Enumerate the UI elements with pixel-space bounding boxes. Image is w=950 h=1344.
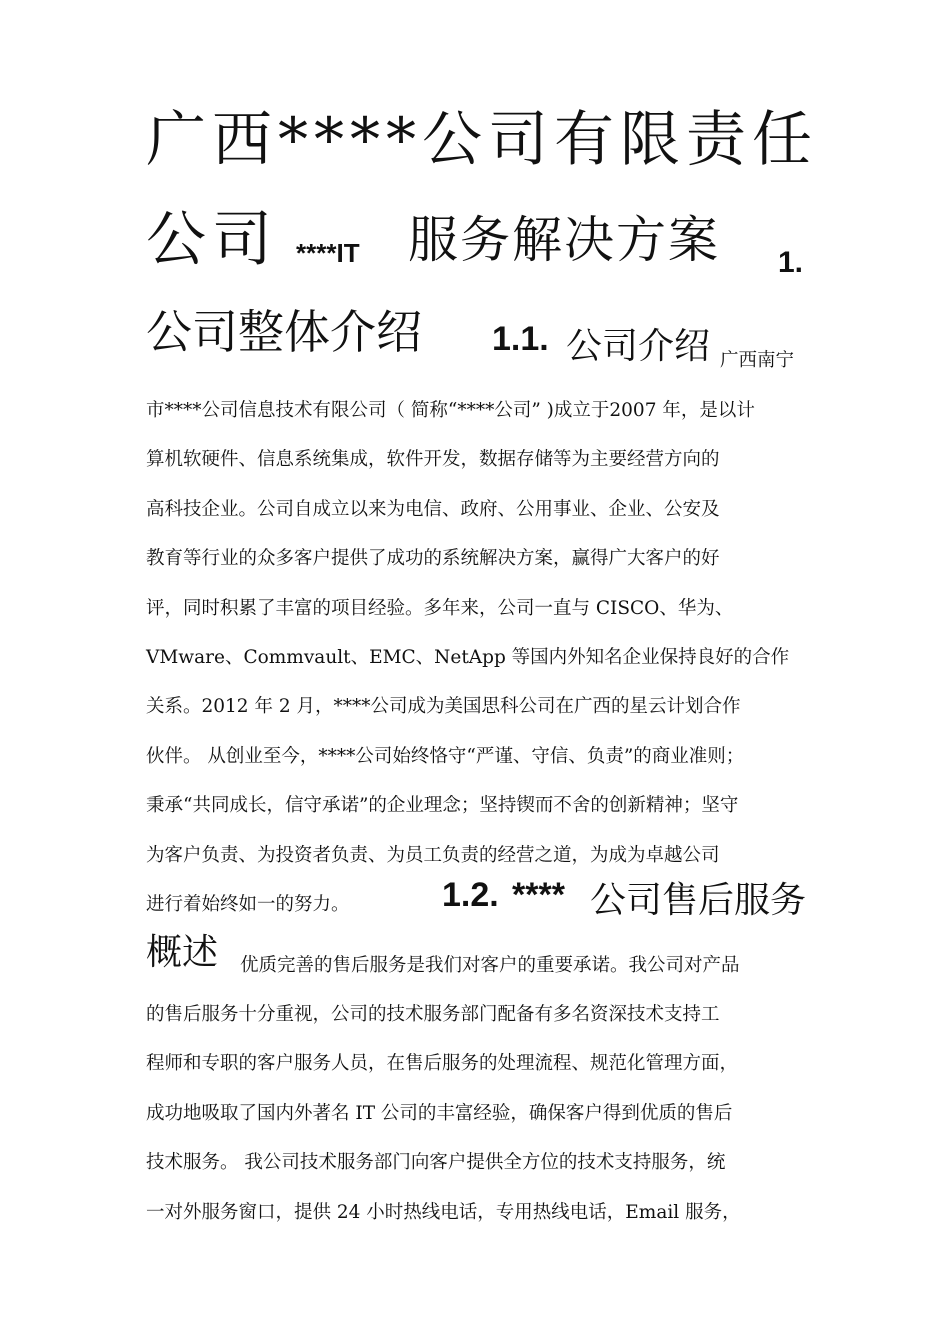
paragraph-2-line: 技术服务。 我公司技术服务部门向客户提供全方位的技术支持服务，统 <box>146 1152 726 1174</box>
doc-title-line2-cn: 公司 <box>146 205 278 275</box>
paragraph-1 <box>146 386 808 929</box>
paragraph-2-line: 一对外服务窗口，提供 24 小时热线电话，专用热线电话，Email 服务， <box>146 1201 741 1223</box>
section-1-number: 1. <box>778 246 804 279</box>
paragraph-1-line: VMware、Commvault、EMC、NetApp 等国内外知名企业保持良好的合作 <box>146 646 790 668</box>
paragraph-1-line: 进行着始终如一的努力。 <box>146 893 350 915</box>
paragraph-2-line: 成功地吸取了国内外著名 IT 公司的丰富经验，确保客户得到优质的售后 <box>146 1102 733 1124</box>
section-1-2-title-cont: 概述 <box>146 932 219 973</box>
section-1-2-number: 1.2. <box>442 876 499 914</box>
section-1-2-title: 公司售后服务 <box>590 880 807 921</box>
paragraph-1-lead: 广西南宁 <box>720 350 795 371</box>
doc-title-line1: 广西****公司有限责任 <box>146 105 818 175</box>
paragraph-1-line: 关系。2012 年 2 月，****公司成为美国思科公司在广西的星云计划合作 <box>146 696 741 718</box>
section-1-2-stars: **** <box>512 876 565 914</box>
paragraph-1-line: 为客户负责、为投资者负责、为员工负责的经营之道，为成为卓越公司 <box>146 844 720 866</box>
paragraph-1-line: 市****公司信息技术有限公司（ 简称“****公司” )成立于2007 年，是以计 <box>146 400 755 421</box>
paragraph-2-line: 的售后服务十分重视，公司的技术服务部门配备有多名资深技术支持工 <box>146 1004 720 1025</box>
paragraph-2-first-line: 优质完善的售后服务是我们对客户的重要承诺。我公司对产品 <box>240 955 740 976</box>
section-1-1-title: 公司介绍 <box>566 326 711 367</box>
paragraph-2 <box>146 990 808 1237</box>
doc-title-line2-rest: 服务解决方案 <box>408 211 720 269</box>
paragraph-1-line: 教育等行业的众多客户提供了成功的系统解决方案，赢得广大客户的好 <box>146 548 720 570</box>
section-1-title: 公司整体介绍 <box>146 305 422 359</box>
section-1-1-number: 1.1. <box>492 320 549 358</box>
doc-title-line2-small: ****IT <box>296 238 360 268</box>
paragraph-1-line: 伙伴。 从创业至今，****公司始终恪守“严谨、守信、负责”的商业准则； <box>146 745 745 767</box>
paragraph-2-line: 程师和专职的客户服务人员，在售后服务的处理流程、规范化管理方面， <box>146 1053 739 1075</box>
paragraph-1-line: 高科技企业。公司自成立以来为电信、政府、公用事业、企业、公安及 <box>146 498 720 520</box>
paragraph-1-line: 评，同时积累了丰富的项目经验。多年来，公司一直与 CISCO、华为、 <box>146 597 734 619</box>
paragraph-1-line: 秉承“共同成长，信守承诺”的企业理念；坚持锲而不舍的创新精神；坚守 <box>146 795 739 817</box>
paragraph-1-line: 算机软硬件、信息系统集成，软件开发，数据存储等为主要经营方向的 <box>146 449 720 471</box>
